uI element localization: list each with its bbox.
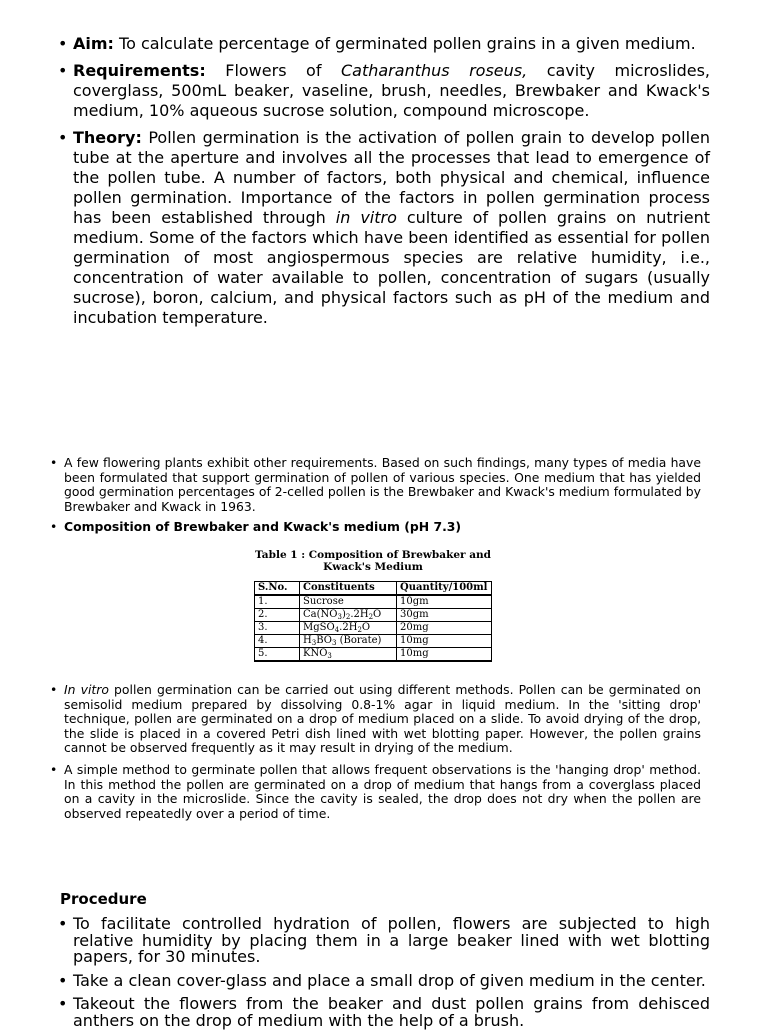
theory-text-after: culture of pollen grains on nutrient medium. Some of the factors which have been identified as essential for pollen germination of most angiospermous species are relative humidity, i.e., concentration of water available to pollen, concentration of sugars (usually sucrose), boron, calcium, and physical factors such as pH of the medium and incubation temperature. bbox=[73, 208, 710, 327]
table-caption bbox=[255, 549, 491, 573]
procedure-list bbox=[58, 916, 710, 1036]
table-header-row bbox=[255, 582, 492, 596]
cell-quantity: 30gm bbox=[397, 609, 492, 622]
formula-subscript: 3 bbox=[331, 639, 337, 648]
formula-part: .2H bbox=[350, 609, 369, 621]
formula-subscript: 3 bbox=[327, 652, 332, 661]
formula-part: ) bbox=[341, 609, 346, 621]
header-sno: S.No. bbox=[255, 582, 300, 596]
procedure-step: • To facilitate controlled hydration of pollen, flowers are subjected to high relative humidity by placing them in a large beaker lined with wet blotting papers, for 30 minutes. bbox=[58, 916, 710, 966]
requirements-text-after: cavity microslides, coverglass, 500mL beaker, vaseline, brush, needles, Brewbaker and Kwack's medium, 10% aqueous sucrose solution, compound microscope. bbox=[73, 61, 710, 120]
formula-subscript: 3 bbox=[337, 613, 342, 622]
methods-list bbox=[48, 683, 701, 828]
table-row bbox=[255, 609, 492, 622]
formula-part: O bbox=[373, 609, 382, 621]
formula-subscript: 4 bbox=[334, 626, 340, 635]
cell-quantity: 10gm bbox=[397, 595, 492, 609]
cell-constituent bbox=[300, 635, 397, 648]
header-quantity: Quantity/100ml bbox=[397, 582, 492, 596]
formula-part: MgSO bbox=[303, 622, 335, 634]
medium-list bbox=[48, 456, 701, 539]
cell-quantity: 10mg bbox=[397, 648, 492, 662]
methods-in-vitro: In vitro bbox=[64, 682, 109, 697]
theory-text-before: Pollen germination is the activation of pollen grain to develop pollen tube at the aperture and involves all the processes that lead to emergence of the pollen tube. A number of factors, both physical and chemical, influence pollen germination. Importance of the factors in pollen germination process has been established through bbox=[73, 128, 710, 227]
formula-subscript: 2 bbox=[345, 613, 351, 622]
formula-part: (Borate) bbox=[336, 635, 382, 647]
requirements-label: Requirements: bbox=[73, 61, 206, 80]
methods-text: pollen germination can be carried out using different methods. Pollen can be germinated on semisolid medium prepared by dissolving 0.8-1% agar in liquid medium. In the 'sitting drop' technique, pollen are germinated on a drop of medium placed on a slide. To avoid drying of the drop, the slide is placed in a covered Petri dish lined with wet blotting paper. However, the pollen grains cannot be observed frequently as it may result in drying of the medium. bbox=[64, 682, 701, 756]
requirements-species: Catharanthus roseus, bbox=[340, 61, 528, 80]
theory-label: Theory: bbox=[73, 128, 142, 147]
cell-constituent bbox=[300, 648, 397, 662]
table-row bbox=[255, 635, 492, 648]
cell-constituent bbox=[300, 622, 397, 635]
requirements-item bbox=[58, 61, 710, 121]
composition-heading bbox=[48, 520, 701, 535]
table-row bbox=[255, 648, 492, 662]
formula-part: O bbox=[361, 622, 371, 634]
procedure-step: • Take a clean cover-glass and place a small drop of given medium in the center. bbox=[58, 973, 710, 990]
aim-label: Aim: bbox=[73, 34, 114, 53]
formula-subscript: 3 bbox=[311, 639, 317, 648]
procedure-step: • Takeout the flowers from the beaker and dust pollen grains from dehisced anthers on the drop of medium with the help of a brush. bbox=[58, 996, 710, 1029]
header-constituents: Constituents bbox=[300, 582, 397, 596]
formula-part: .2H bbox=[339, 622, 358, 634]
theory-item bbox=[58, 128, 710, 328]
table-row bbox=[255, 595, 492, 609]
formula-part: Ca(NO bbox=[303, 609, 338, 621]
formula-subscript: 2 bbox=[357, 626, 362, 635]
intro-list bbox=[58, 34, 710, 335]
formula-subscript: 2 bbox=[368, 613, 374, 622]
formula-part: H bbox=[303, 635, 312, 647]
flowering-note: • A few flowering plants exhibit other requirements. Based on such findings, many types of media have been formulated that support germination of pollen of various species. One medium that has yielded good germination percentages of 2-celled pollen is the Brewbaker and Kwack's medium formulated by Brewbaker and Kwack in 1963. bbox=[48, 456, 701, 514]
aim-text: To calculate percentage of germinated pollen grains in a given medium. bbox=[113, 34, 696, 53]
theory-in-vitro: in vitro bbox=[335, 208, 397, 227]
hanging-drop-note: • A simple method to germinate pollen that allows frequent observations is the 'hanging drop' method. In this method the pollen are germinated on a drop of medium that hangs from a coverglass placed on a cavity in the microslide. Since the cavity is sealed, the drop does not dry when the pollen are observed repeatedly over a period of time. bbox=[48, 763, 701, 821]
cell-quantity: 20mg bbox=[397, 622, 492, 635]
table-caption-line2: Kwack's Medium bbox=[323, 561, 423, 573]
cell-quantity: 10mg bbox=[397, 635, 492, 648]
formula-part: BO bbox=[316, 635, 332, 647]
formula-part: KNO bbox=[303, 648, 328, 660]
methods-note bbox=[48, 683, 701, 756]
cell-sno: 5. bbox=[255, 648, 300, 662]
cell-constituent bbox=[300, 609, 397, 622]
table-row bbox=[255, 622, 492, 635]
cell-sno: 3. bbox=[255, 622, 300, 635]
composition-table bbox=[254, 581, 492, 662]
table-caption-line1: Table 1 : Composition of Brewbaker and bbox=[255, 549, 491, 561]
cell-constituent: Sucrose bbox=[300, 595, 397, 609]
procedure-title: Procedure bbox=[60, 890, 147, 908]
cell-sno: 4. bbox=[255, 635, 300, 648]
requirements-text-before: Flowers of bbox=[205, 61, 341, 80]
composition-heading-text: Composition of Brewbaker and Kwack's medium (pH 7.3) bbox=[64, 519, 462, 535]
aim-item bbox=[58, 34, 710, 54]
cell-sno: 2. bbox=[255, 609, 300, 622]
cell-sno: 1. bbox=[255, 595, 300, 609]
